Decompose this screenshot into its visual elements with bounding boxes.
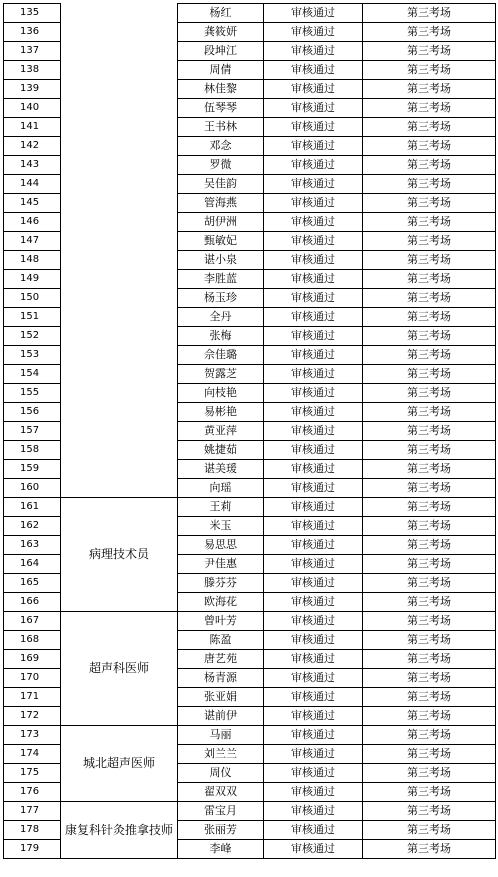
candidate-table-body — [4, 4, 496, 859]
review-status-cell: 审核通过 — [264, 517, 363, 536]
review-status-cell: 审核通过 — [264, 365, 363, 384]
serial-number-cell: 179 — [4, 840, 61, 859]
serial-number-cell: 174 — [4, 745, 61, 764]
serial-number-cell: 164 — [4, 555, 61, 574]
candidate-name-cell: 甄敏妃 — [178, 232, 264, 251]
exam-room-cell: 第三考场 — [363, 441, 496, 460]
exam-room-cell: 第三考场 — [363, 593, 496, 612]
exam-room-cell: 第三考场 — [363, 802, 496, 821]
serial-number-cell: 155 — [4, 384, 61, 403]
serial-number-cell: 160 — [4, 479, 61, 498]
candidate-name-cell: 曾叶芳 — [178, 612, 264, 631]
candidate-name-cell: 周倩 — [178, 61, 264, 80]
review-status-cell: 审核通过 — [264, 422, 363, 441]
exam-room-cell: 第三考场 — [363, 42, 496, 61]
review-status-cell: 审核通过 — [264, 593, 363, 612]
serial-number-cell: 173 — [4, 726, 61, 745]
candidate-name-cell: 罗微 — [178, 156, 264, 175]
candidate-name-cell: 贺露芝 — [178, 365, 264, 384]
exam-room-cell: 第三考场 — [363, 118, 496, 137]
review-status-cell: 审核通过 — [264, 612, 363, 631]
candidate-name-cell: 张亚娟 — [178, 688, 264, 707]
table-row — [4, 726, 496, 745]
review-status-cell: 审核通过 — [264, 802, 363, 821]
exam-room-cell: 第三考场 — [363, 669, 496, 688]
review-status-cell: 审核通过 — [264, 555, 363, 574]
exam-room-cell: 第三考场 — [363, 80, 496, 99]
review-status-cell: 审核通过 — [264, 536, 363, 555]
candidate-name-cell: 伍琴琴 — [178, 99, 264, 118]
serial-number-cell: 143 — [4, 156, 61, 175]
serial-number-cell: 144 — [4, 175, 61, 194]
serial-number-cell: 177 — [4, 802, 61, 821]
candidate-name-cell: 米玉 — [178, 517, 264, 536]
exam-room-cell: 第三考场 — [363, 479, 496, 498]
exam-room-cell: 第三考场 — [363, 783, 496, 802]
exam-room-cell: 第三考场 — [363, 688, 496, 707]
candidate-name-cell: 陈盈 — [178, 631, 264, 650]
exam-room-cell: 第三考场 — [363, 308, 496, 327]
exam-room-cell: 第三考场 — [363, 232, 496, 251]
candidate-name-cell: 滕芬芬 — [178, 574, 264, 593]
review-status-cell: 审核通过 — [264, 308, 363, 327]
review-status-cell: 审核通过 — [264, 384, 363, 403]
review-status-cell: 审核通过 — [264, 99, 363, 118]
candidate-name-cell: 龚筱妍 — [178, 23, 264, 42]
review-status-cell: 审核通过 — [264, 251, 363, 270]
serial-number-cell: 152 — [4, 327, 61, 346]
review-status-cell: 审核通过 — [264, 4, 363, 23]
serial-number-cell: 135 — [4, 4, 61, 23]
review-status-cell: 审核通过 — [264, 175, 363, 194]
review-status-cell: 审核通过 — [264, 118, 363, 137]
candidate-name-cell: 马丽 — [178, 726, 264, 745]
exam-room-cell: 第三考场 — [363, 403, 496, 422]
exam-room-cell: 第三考场 — [363, 422, 496, 441]
serial-number-cell: 158 — [4, 441, 61, 460]
review-status-cell: 审核通过 — [264, 574, 363, 593]
review-status-cell: 审核通过 — [264, 498, 363, 517]
serial-number-cell: 175 — [4, 764, 61, 783]
review-status-cell: 审核通过 — [264, 289, 363, 308]
review-status-cell: 审核通过 — [264, 745, 363, 764]
candidate-name-cell: 王莉 — [178, 498, 264, 517]
review-status-cell: 审核通过 — [264, 460, 363, 479]
exam-room-cell: 第三考场 — [363, 213, 496, 232]
review-status-cell: 审核通过 — [264, 42, 363, 61]
table-row — [4, 498, 496, 517]
department-cell: 康复科针灸推拿技师 — [61, 802, 178, 859]
review-status-cell: 审核通过 — [264, 479, 363, 498]
review-status-cell: 审核通过 — [264, 80, 363, 99]
candidate-name-cell: 张丽芳 — [178, 821, 264, 840]
serial-number-cell: 172 — [4, 707, 61, 726]
exam-room-cell: 第三考场 — [363, 365, 496, 384]
candidate-name-cell: 周仪 — [178, 764, 264, 783]
candidate-name-cell: 唐艺苑 — [178, 650, 264, 669]
candidate-name-cell: 黄亚萍 — [178, 422, 264, 441]
candidate-name-cell: 杨青源 — [178, 669, 264, 688]
exam-room-cell: 第三考场 — [363, 517, 496, 536]
candidate-name-cell: 向瑶 — [178, 479, 264, 498]
exam-room-cell: 第三考场 — [363, 156, 496, 175]
candidate-name-cell: 张梅 — [178, 327, 264, 346]
exam-room-cell: 第三考场 — [363, 23, 496, 42]
serial-number-cell: 170 — [4, 669, 61, 688]
serial-number-cell: 137 — [4, 42, 61, 61]
review-status-cell: 审核通过 — [264, 631, 363, 650]
serial-number-cell: 178 — [4, 821, 61, 840]
serial-number-cell: 140 — [4, 99, 61, 118]
serial-number-cell: 154 — [4, 365, 61, 384]
review-status-cell: 审核通过 — [264, 137, 363, 156]
exam-room-cell: 第三考场 — [363, 726, 496, 745]
serial-number-cell: 149 — [4, 270, 61, 289]
review-status-cell: 审核通过 — [264, 669, 363, 688]
review-status-cell: 审核通过 — [264, 61, 363, 80]
candidate-name-cell: 王书林 — [178, 118, 264, 137]
exam-room-cell: 第三考场 — [363, 840, 496, 859]
review-status-cell: 审核通过 — [264, 650, 363, 669]
candidate-name-cell: 李胜蓝 — [178, 270, 264, 289]
candidate-name-cell: 佘佳璐 — [178, 346, 264, 365]
exam-room-cell: 第三考场 — [363, 175, 496, 194]
candidate-name-cell: 欧海花 — [178, 593, 264, 612]
candidate-name-cell: 管海燕 — [178, 194, 264, 213]
review-status-cell: 审核通过 — [264, 403, 363, 422]
serial-number-cell: 166 — [4, 593, 61, 612]
serial-number-cell: 161 — [4, 498, 61, 517]
candidate-name-cell: 谌前伊 — [178, 707, 264, 726]
review-status-cell: 审核通过 — [264, 232, 363, 251]
review-status-cell: 审核通过 — [264, 821, 363, 840]
serial-number-cell: 163 — [4, 536, 61, 555]
table-row — [4, 4, 496, 23]
candidate-name-cell: 易彬艳 — [178, 403, 264, 422]
candidate-name-cell: 杨玉珍 — [178, 289, 264, 308]
exam-room-cell: 第三考场 — [363, 99, 496, 118]
serial-number-cell: 165 — [4, 574, 61, 593]
exam-room-cell: 第三考场 — [363, 384, 496, 403]
candidate-name-cell: 胡伊洲 — [178, 213, 264, 232]
department-cell: 城北超声医师 — [61, 726, 178, 802]
exam-room-cell: 第三考场 — [363, 270, 496, 289]
review-status-cell: 审核通过 — [264, 726, 363, 745]
candidate-name-cell: 李峰 — [178, 840, 264, 859]
exam-room-cell: 第三考场 — [363, 327, 496, 346]
candidate-name-cell: 姚捷茹 — [178, 441, 264, 460]
exam-room-cell: 第三考场 — [363, 61, 496, 80]
exam-room-cell: 第三考场 — [363, 764, 496, 783]
candidate-name-cell: 尹佳惠 — [178, 555, 264, 574]
review-status-cell: 审核通过 — [264, 840, 363, 859]
serial-number-cell: 159 — [4, 460, 61, 479]
exam-room-cell: 第三考场 — [363, 745, 496, 764]
candidate-name-cell: 谌小泉 — [178, 251, 264, 270]
serial-number-cell: 138 — [4, 61, 61, 80]
candidate-name-cell: 刘兰兰 — [178, 745, 264, 764]
exam-room-cell: 第三考场 — [363, 650, 496, 669]
exam-room-cell: 第三考场 — [363, 574, 496, 593]
serial-number-cell: 162 — [4, 517, 61, 536]
serial-number-cell: 141 — [4, 118, 61, 137]
serial-number-cell: 153 — [4, 346, 61, 365]
exam-room-cell: 第三考场 — [363, 346, 496, 365]
candidate-name-cell: 吴佳韵 — [178, 175, 264, 194]
candidate-name-cell: 林佳黎 — [178, 80, 264, 99]
exam-room-cell: 第三考场 — [363, 4, 496, 23]
candidate-name-cell: 翟双双 — [178, 783, 264, 802]
serial-number-cell: 171 — [4, 688, 61, 707]
serial-number-cell: 148 — [4, 251, 61, 270]
exam-room-cell: 第三考场 — [363, 631, 496, 650]
exam-room-cell: 第三考场 — [363, 498, 496, 517]
review-status-cell: 审核通过 — [264, 327, 363, 346]
candidate-name-cell: 向枝艳 — [178, 384, 264, 403]
serial-number-cell: 136 — [4, 23, 61, 42]
department-cell — [61, 4, 178, 498]
serial-number-cell: 150 — [4, 289, 61, 308]
review-status-cell: 审核通过 — [264, 23, 363, 42]
exam-room-cell: 第三考场 — [363, 821, 496, 840]
candidate-name-cell: 谌美瑗 — [178, 460, 264, 479]
candidate-name-cell: 雷宝月 — [178, 802, 264, 821]
candidate-name-cell: 全丹 — [178, 308, 264, 327]
serial-number-cell: 168 — [4, 631, 61, 650]
serial-number-cell: 167 — [4, 612, 61, 631]
exam-room-cell: 第三考场 — [363, 536, 496, 555]
candidate-name-cell: 邓念 — [178, 137, 264, 156]
exam-room-cell: 第三考场 — [363, 707, 496, 726]
table-row — [4, 802, 496, 821]
serial-number-cell: 169 — [4, 650, 61, 669]
serial-number-cell: 142 — [4, 137, 61, 156]
serial-number-cell: 176 — [4, 783, 61, 802]
review-status-cell: 审核通过 — [264, 764, 363, 783]
serial-number-cell: 139 — [4, 80, 61, 99]
review-status-cell: 审核通过 — [264, 194, 363, 213]
serial-number-cell: 156 — [4, 403, 61, 422]
candidate-table — [3, 3, 496, 859]
candidate-name-cell: 段坤江 — [178, 42, 264, 61]
serial-number-cell: 146 — [4, 213, 61, 232]
serial-number-cell: 145 — [4, 194, 61, 213]
review-status-cell: 审核通过 — [264, 707, 363, 726]
serial-number-cell: 151 — [4, 308, 61, 327]
review-status-cell: 审核通过 — [264, 441, 363, 460]
exam-room-cell: 第三考场 — [363, 555, 496, 574]
serial-number-cell: 147 — [4, 232, 61, 251]
review-status-cell: 审核通过 — [264, 270, 363, 289]
table-row — [4, 612, 496, 631]
review-status-cell: 审核通过 — [264, 346, 363, 365]
review-status-cell: 审核通过 — [264, 156, 363, 175]
review-status-cell: 审核通过 — [264, 688, 363, 707]
review-status-cell: 审核通过 — [264, 783, 363, 802]
department-cell: 病理技术员 — [61, 498, 178, 612]
exam-room-cell: 第三考场 — [363, 194, 496, 213]
serial-number-cell: 157 — [4, 422, 61, 441]
candidate-name-cell: 易思思 — [178, 536, 264, 555]
candidate-name-cell: 杨红 — [178, 4, 264, 23]
exam-room-cell: 第三考场 — [363, 137, 496, 156]
exam-room-cell: 第三考场 — [363, 289, 496, 308]
exam-room-cell: 第三考场 — [363, 460, 496, 479]
exam-room-cell: 第三考场 — [363, 612, 496, 631]
department-cell: 超声科医师 — [61, 612, 178, 726]
exam-room-cell: 第三考场 — [363, 251, 496, 270]
review-status-cell: 审核通过 — [264, 213, 363, 232]
